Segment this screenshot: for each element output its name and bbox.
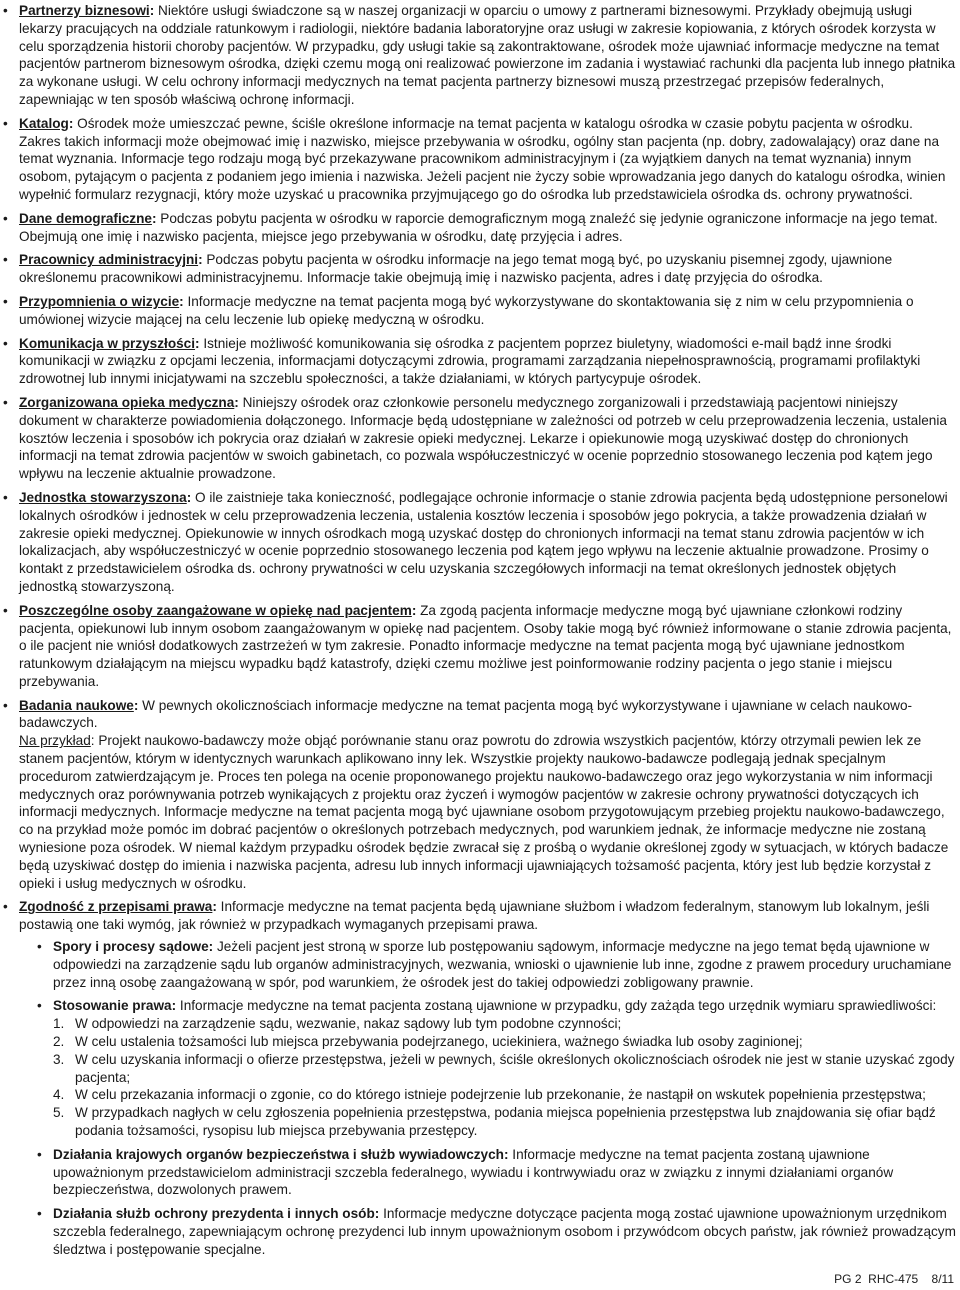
- section-text: Informacje medyczne na temat pacjenta będą ujawniane służbom i władzom federalnym, stanowym lub lokalnym, jeśli postawią one taki wymóg, jak również w przypadkach wymaganych przepisami prawa.: [19, 899, 930, 933]
- list-number: 4.: [53, 1087, 65, 1103]
- subsection-bezpieczenstwo-krajowe: [35, 1146, 958, 1199]
- section-term: Zorganizowana opieka medyczna: [19, 394, 235, 410]
- bullet-icon: •: [3, 394, 8, 410]
- bullet-icon: •: [3, 3, 8, 18]
- section-partnerzy-biznesowi: [0, 2, 958, 109]
- bullet-icon: •: [3, 293, 8, 309]
- subsection-text: Informacje medyczne na temat pacjenta zostaną ujawnione upoważnionym przedstawicielom administracji szczebla federalnego, wywiadu i kontrwywiadu oraz w związku z innymi działaniami organów bezpieczeństwa, dozwolonych prawem.: [53, 1146, 894, 1198]
- list-number: 5.: [53, 1105, 65, 1121]
- bullet-icon: •: [3, 252, 8, 268]
- subsection-ochrona-prezydenta: [35, 1205, 958, 1258]
- subsection-title: Działania służb ochrony prezydenta i innych osób:: [53, 1206, 380, 1222]
- section-badania-naukowe: [0, 697, 958, 893]
- subsection-text: Informacje medyczne dotyczące pacjenta mogą zostać ujawnione upoważnionym urzędnikom szczebla federalnego, zapewniającym ochronę prezydenci lub innym upoważnionym osobom i przywódcom obcych państw, jak również prowadzącym śledztwa i postępowanie specjalne.: [53, 1206, 956, 1257]
- list-item-text: W celu uzyskania informacji o ofierze przestępstwa, jeżeli w pewnych, ściśle określonych okolicznościach ośrodek nie jest w stanie uzyskać zgody pacjenta;: [75, 1051, 955, 1085]
- section-term: Jednostka stowarzyszona: [19, 489, 187, 505]
- list-number: 3.: [53, 1051, 65, 1067]
- page-footer: [834, 1271, 954, 1289]
- term-colon: :: [195, 335, 200, 351]
- term-colon: :: [151, 210, 157, 226]
- term-colon: :: [149, 3, 155, 18]
- subsection-text: Informacje medyczne na temat pacjenta zostaną ujawnione w przypadku, gdy zażąda tego urzędnik wymiaru sprawiedliwości:: [176, 998, 937, 1014]
- bullet-icon: •: [3, 335, 8, 351]
- section-text: Informacje medyczne na temat pacjenta mogą być wykorzystywane do skontaktowania się z nim w celu przypomnienia o umówionej wizycie mającej na celu leczenie lub opiekę medyczną w ośrodku.: [19, 293, 914, 327]
- subsection-title: Spory i procesy sądowe:: [53, 939, 214, 955]
- section-term: Dane demograficzne: [19, 210, 152, 226]
- list-item-text: W celu przekazania informacji o zgonie, co do którego istnieje podejrzenie lub przekonanie, że nastąpił on wskutek popełnienia przestępstwa;: [75, 1087, 926, 1103]
- section-text: W pewnych okolicznościach informacje medyczne na temat pacjenta mogą być wykorzystywane i ujawniane w celach naukowo-badawczych.: [19, 697, 913, 731]
- section-term: Katalog: [19, 115, 69, 131]
- subsection-title: Stosowanie prawa:: [53, 998, 177, 1014]
- term-colon: :: [234, 394, 239, 410]
- term-colon: :: [179, 293, 184, 309]
- bullet-icon: •: [37, 1206, 42, 1222]
- term-colon: :: [68, 115, 74, 131]
- section-term: Przypomnienia o wizycie: [19, 293, 180, 309]
- term-colon: :: [133, 697, 139, 713]
- example-label: Na przykład: [19, 733, 91, 749]
- subsection-spory-sadowe: [35, 938, 958, 991]
- subsection-title: Działania krajowych organów bezpieczeństwa i służb wywiadowczych:: [53, 1146, 509, 1162]
- section-text: Niektóre usługi świadczone są w naszej organizacji w oparciu o umowy z partnerami biznesowymi. Przykłady obejmują usługi lekarzy pracujących na oddziale ratunkowym i radiologii, niektóre badania laboratoryjne oraz usługi w zakresie kopiowania, z których ośrodek korzysta w celu sporządzenia historii choroby pacjentów. W przypadku, gdy usługi takie są zakontraktowane, ośrodek może ujawniać informacje medyczne na temat pacjentów partnerom biznesowym ośrodka, dzięki czemu mogą oni realizować powierzone im zadania i wystawiać rachunki dla pacjenta lub innego płatnika za wykonane usługi. W celu ochrony informacji medycznych na temat pacjenta partnerzy biznesowi muszą przestrzegać przepisów federalnych, zapewniając w ten sposób właściwą ochronę informacji.: [19, 3, 956, 107]
- numbered-list-item: [53, 1104, 958, 1140]
- section-term: Zgodność z przepisami prawa: [19, 899, 213, 915]
- section-term: Partnerzy biznesowi: [19, 3, 150, 18]
- bullet-icon: •: [3, 697, 8, 713]
- document-content: [0, 2, 958, 1265]
- term-colon: :: [198, 252, 203, 268]
- bullet-icon: •: [3, 602, 8, 618]
- section-text: Istnieje możliwość komunikowania się ośrodka z pacjentem poprzez biuletyny, wiadomości e-mail bądź inne środki komunikacji w związku z opcjami leczenia, informacjami dotyczącymi zdrowia, programami zarządzania niepełnosprawnością, programami profilaktyki zdrowotnej lub innymi inicjatywami na szczeblu społeczności, a także działaniami, w których partycypuje ośrodek.: [19, 335, 921, 387]
- section-zorganizowana-opieka: [0, 394, 958, 483]
- list-number: 1.: [53, 1016, 65, 1032]
- section-pracownicy-administracyjni: [0, 251, 958, 287]
- bullet-icon: •: [37, 939, 42, 955]
- example-paragraph: [19, 732, 958, 892]
- section-text: Ośrodek może umieszczać pewne, ściśle określone informacje na temat pacjenta w katalogu ośrodka w czasie pobytu pacjenta w ośrodku. Zakres takich informacji może obejmować imię i nazwisko, miejsce przebywania w ośrodku, ogólny stan pacjenta (np. dobry, zadowalający) oraz dane na temat wyznania. Informacje tego rodzaju mogą być przekazywane pracownikom administracyjnym i (za wyjątkiem danych na temat wyznania) innym osobom, pytającym o pacjenta z podaniem jego imienia i nazwiska. Jeżeli pacjent nie życzy sobie wprowadzania jego danych do katalogu ośrodka, winien wypełnić formularz rezygnacji, który może uzyskać u pracownika przyjmującego go do ośrodka lub przedstawiciela ośrodka ds. ochrony prywatności.: [19, 115, 946, 202]
- numbered-list-item: [53, 1086, 958, 1104]
- bullet-icon: •: [3, 115, 8, 131]
- subsection-stosowanie-prawa: [35, 997, 958, 1139]
- bullet-icon: •: [3, 899, 8, 915]
- section-term: Badania naukowe: [19, 697, 134, 713]
- footer-page: PG 2: [834, 1272, 862, 1286]
- list-item-text: W celu ustalenia tożsamości lub miejsca przebywania podejrzanego, uciekiniera, ważnego świadka lub osoby zaginionej;: [75, 1034, 803, 1050]
- section-term: Pracownicy administracyjni: [19, 252, 199, 268]
- law-subsections: [19, 938, 958, 1259]
- section-komunikacja: [0, 335, 958, 388]
- footer-count: 8/11: [931, 1272, 954, 1286]
- section-zgodnosc-z-prawem: [0, 898, 958, 1258]
- term-colon: :: [212, 899, 217, 915]
- section-jednostka-stowarzyszona: [0, 489, 958, 596]
- subsection-text: Jeżeli pacjent jest stroną w sporze lub postępowaniu sądowym, informacje medyczne na jego temat będą ujawnione w odpowiedzi na zarządzenie sądu lub organów administracyjnych, wezwania, wnioski o ujawnienie lub inne, zgodne z prawem procedury uruchamiane przez inną osobę zaangażowaną w spór, pod warunkiem, że ośrodek jest do takiej odpowiedzi zobligowany prawnie.: [53, 939, 952, 990]
- bullet-icon: •: [3, 210, 8, 226]
- section-term: Poszczególne osoby zaangażowane w opiekę nad pacjentem: [19, 602, 412, 618]
- bullet-icon: •: [3, 489, 8, 505]
- section-text: Podczas pobytu pacjenta w ośrodku informacje na jego temat mogą być, po uzyskaniu pisemnej zgody, ujawnione określonemu pracownikowi administracyjnemu. Informacje takie obejmują imię i nazwisko pacjenta, adres i datę przyjęcia do ośrodka.: [19, 252, 893, 286]
- list-item-text: W odpowiedzi na zarządzenie sądu, wezwanie, nakaz sądowy lub tym podobne czynności;: [75, 1016, 622, 1032]
- footer-code: RHC-475: [868, 1272, 919, 1286]
- term-colon: :: [411, 602, 417, 618]
- list-item-text: W przypadkach nagłych w celu zgłoszenia popełnienia przestępstwa, podania miejsca popełnienia przestępstwa lub znajdowania się ofiar bądź podania tożsamości, rysopisu lub miejsca przebywania przestępcy.: [75, 1105, 936, 1139]
- list-number: 2.: [53, 1034, 65, 1050]
- section-katalog: [0, 115, 958, 204]
- numbered-list: [53, 1015, 958, 1140]
- section-dane-demograficzne: [0, 210, 958, 246]
- numbered-list-item: [53, 1015, 958, 1033]
- section-text: Za zgodą pacjenta informacje medyczne mogą być ujawniane członkowi rodziny pacjenta, opiekunowi lub innym osobom zaangażowanym w opiekę nad pacjentem. Osoby takie mogą być również informowane o stanie zdrowia pacjenta, o ile pacjent nie wniósł dodatkowych zastrzeżeń w tym zakresie. Ponadto informacje medyczne na temat pacjenta mogą być ujawniane jednostkom ratunkowym działającym na miejscu wypadku bądź katastrofy, dzięki czemu możliwe jest poinformowanie rodziny pacjenta o jego stanie i miejscu przebywania.: [19, 602, 952, 689]
- bullet-icon: •: [37, 1146, 42, 1162]
- example-text: : Projekt naukowo-badawczy może objąć porównanie stanu oraz powrotu do zdrowia wszystkich pacjentów, którzy otrzymali pewien lek ze stanem pacjentów, którym w identycznych warunkach aplikowano inny lek. Wszystkie projekty naukowo-badawcze podlegają jednak specjalnym procedurom zatwierdzającym je. Proces ten polega na ocenie proponowanego projektu naukowo-badawczego oraz jego wykorzystania w nim informacji medycznych oraz porównywania potrzeb wynikających z projektu oraz życzeń i wymogów pacjentów w zakresie ochrony prywatności dotyczących ich informacji medycznych. Informacje medyczne na temat pacjenta mogą być ujawniane osobom przygotowującym przebieg projektu naukowo-badawczego, co na przykład może pomóc im dobrać pacjentów o określonych potrzebach medycznych, pod warunkiem jednak, że informacje medyczne nie zostaną wyniesione poza ośrodek. W niemal każdym przypadku ośrodek będzie zwracał się z prośbą o wydanie określonej zgody w sytuacjach, w których badacze będą uzyskiwać dostęp do imienia i nazwiska pacjenta, adresu lub innych informacji ujawniających tożsamość pacjenta, który jest lub będzie korzystał z opieki i usług medycznych w ośrodku.: [19, 733, 949, 891]
- section-text: O ile zaistnieje taka konieczność, podlegające ochronie informacje o stanie zdrowia pacjenta będą udostępnione personelowi lokalnych ośrodków i jednostek w celu przeprowadzenia leczenia, ustalenia kosztów leczenia i sposobów jego pokrycia, a także prowadzenia działań w zakresie opieki medycznej. Opiekunowie w innych ośrodkach mogą uzyskać dostęp do chronionych informacji na temat stanu zdrowia pacjentów w ich lokalizacjach, aby współuczestniczyć w ocenie poprzednio stosowanego leczenia pod kątem jego wpływu na leczenie aktualnie prowadzone. Prosimy o kontakt z przedstawicielem ośrodka ds. ochrony prywatności w celu uzyskania szczegółowych informacji na temat określonych jednostek objętych jednostką stowarzyszoną.: [19, 489, 948, 594]
- section-text: Niniejszy ośrodek oraz członkowie personelu medycznego zorganizowali i przedstawiają pacjentowi niniejszy dokument w charakterze powiadomienia dołączonego. Informacje będą udostępniane w zależności od potrzeb w celu przeprowadzenia leczenia, ustalenia kosztów leczenia i sposobów ich pokrycia oraz działań w zakresie opieki medycznej. Lekarze i opiekunowie mogą uzyskiwać dostęp do chronionych informacji na temat zdrowia pacjentów w swoich gabinetach, co pozwala współuczestniczyć w ocenie poprzednio stosowanego leczenia pod kątem jego wpływu na leczenie aktualnie prowadzone.: [19, 394, 947, 482]
- term-colon: :: [186, 489, 192, 505]
- section-przypomnienia-o-wizycie: [0, 293, 958, 329]
- numbered-list-item: [53, 1033, 958, 1051]
- section-term: Komunikacja w przyszłości: [19, 335, 196, 351]
- bullet-icon: •: [37, 998, 42, 1014]
- section-osoby-zaangazowane: [0, 602, 958, 691]
- numbered-list-item: [53, 1051, 958, 1087]
- section-text: Podczas pobytu pacjenta w ośrodku w raporcie demograficznym mogą znaleźć się jedynie ograniczone informacje na jego temat. Obejmują one imię i nazwisko pacjenta, miejsce jego przebywania w ośrodku, datę przyjęcia i adres.: [19, 210, 938, 244]
